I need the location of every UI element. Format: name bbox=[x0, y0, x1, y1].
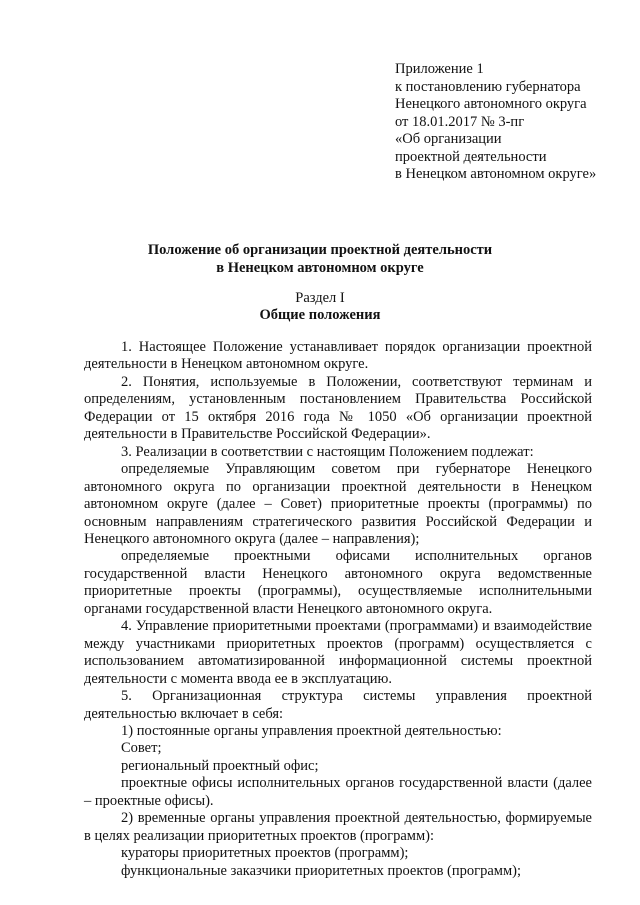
paragraph: 3. Реализации в соответствии с настоящим Положением подлежат: bbox=[121, 443, 534, 460]
paragraph: региональный проектный офис; bbox=[121, 757, 319, 774]
appendix-header bbox=[395, 61, 635, 184]
appendix-line: проектной деятельности bbox=[395, 148, 547, 165]
paragraph: Совет; bbox=[121, 740, 162, 757]
paragraph: 2. Понятия, используемые в Положении, соответствуют терминам и определениям, установленным постановлением Правительства Российской Федерации от 15 октября 2016 года № 1050 «Об организации проектной деятельности в Правительстве Российской Федерации». bbox=[84, 373, 592, 443]
paragraph: 1) постоянные органы управления проектной деятельностью: bbox=[121, 722, 502, 739]
appendix-line: Ненецкого автономного округа bbox=[395, 96, 587, 112]
section-title: Общие положения bbox=[259, 307, 381, 323]
section-number: Раздел I bbox=[295, 290, 345, 306]
document-title-line: в Ненецком автономном округе bbox=[216, 259, 424, 276]
document-title bbox=[0, 242, 640, 277]
paragraph: проектные офисы исполнительных органов государственной власти (далее – проектные офисы). bbox=[84, 775, 592, 809]
paragraph: 1. Настоящее Положение устанавливает порядок организации проектной деятельности в Ненецком автономном округе. bbox=[84, 339, 592, 373]
appendix-line: «Об организации bbox=[395, 131, 502, 147]
paragraph: 2) временные органы управления проектной деятельностью, формируемые в целях реализации приоритетных проектов (программ): bbox=[84, 810, 592, 844]
appendix-line: от 18.01.2017 № 3-пг bbox=[395, 113, 525, 130]
document-body bbox=[84, 339, 592, 880]
appendix-line: Приложение 1 bbox=[395, 61, 484, 77]
document-title-line: Положение об организации проектной деятельности bbox=[147, 242, 493, 258]
paragraph: кураторы приоритетных проектов (программ); bbox=[121, 845, 409, 862]
paragraph: функциональные заказчики приоритетных проектов (программ); bbox=[121, 862, 521, 879]
paragraph: 4. Управление приоритетными проектами (программами) и взаимодействие между участниками приоритетных проектов (программ) осуществляется с использованием автоматизированной информационной системы проектной деятельности с момента ввода ее в эксплуатацию. bbox=[84, 618, 592, 687]
paragraph: определяемые Управляющим советом при губернаторе Ненецкого автономного округа по организации проектной деятельности в Ненецком автономном округе (далее – Совет) приоритетные проекты (программы) по основным направлениям стратегического развития Российской Федерации и Ненецкого автономного округа (далее – направления); bbox=[84, 461, 592, 547]
appendix-line: к постановлению губернатора bbox=[395, 78, 581, 95]
paragraph: определяемые проектными офисами исполнительных органов государственной власти Ненецкого автономного округа ведомственные приоритетные проекты (программы), осуществляемые исполнительными органами государственной власти Ненецкого автономного округа. bbox=[84, 548, 592, 617]
paragraph: 5. Организационная структура системы управления проектной деятельностью включает в себя: bbox=[84, 688, 592, 722]
appendix-line: в Ненецком автономном округе» bbox=[395, 166, 597, 182]
